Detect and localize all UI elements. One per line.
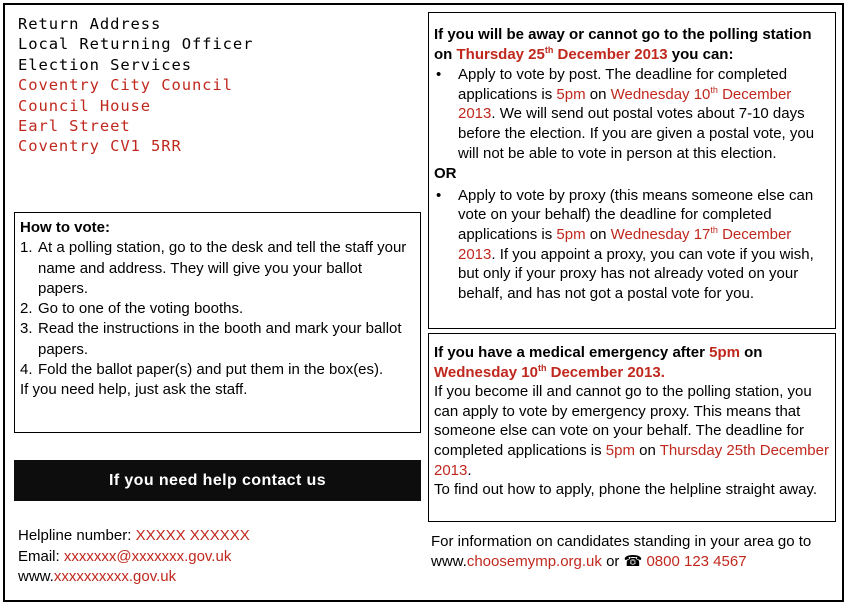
away-options — [434, 186, 829, 304]
return-address-line: Council House — [18, 96, 152, 115]
step-text: Read the instructions in the booth and mark your ballot papers. — [38, 320, 402, 358]
emergency-deadline-time: 5pm — [605, 441, 635, 459]
emergency-heading — [434, 343, 829, 382]
choosemymp-link[interactable]: choosemymp.org.uk — [466, 552, 602, 570]
away-options — [434, 65, 829, 163]
website-link[interactable]: xxxxxxxxxx.gov.uk — [53, 568, 177, 585]
list-item — [20, 360, 414, 380]
list-item — [434, 65, 829, 163]
away-heading — [434, 25, 829, 64]
step-text: Go to one of the voting booths. — [38, 300, 244, 318]
deadline-date: Wednesday 17 — [610, 225, 711, 243]
away-heading-text: If you will be away or cannot go to the polling station on — [434, 26, 812, 63]
emergency-body-text: on — [634, 441, 660, 459]
away-heading-sup: th — [544, 44, 554, 55]
bullet-text: . We will send out postal votes about 7-10 days before the election. If you are given a postal vote, you will not be able to vote in person at this election. — [458, 105, 815, 162]
list-item — [20, 319, 414, 360]
email-row — [18, 547, 250, 568]
return-address-line: Return Address — [18, 15, 162, 33]
website-row — [18, 567, 250, 588]
email-link[interactable]: xxxxxxx@xxxxxxx.gov.uk — [63, 547, 232, 565]
away-box — [428, 12, 836, 329]
emergency-deadline-date: Thursday 25th December 2013 — [434, 441, 829, 479]
helpline-row — [18, 526, 250, 547]
emergency-heading-date-end: December 2013. — [546, 363, 665, 381]
bullet-icon: • — [436, 66, 442, 84]
deadline-date-end: December 2013 — [458, 225, 792, 263]
return-address-line: Coventry City Council — [18, 76, 233, 95]
email-label: Email: — [18, 547, 64, 565]
emergency-heading-text: on — [739, 344, 763, 361]
return-address-line: Earl Street — [18, 117, 131, 136]
bullet-text: Apply to vote by post. The deadline for completed applications is — [458, 66, 788, 103]
list-item — [434, 186, 829, 304]
helpline-number[interactable]: XXXXX XXXXXX — [135, 527, 250, 544]
emergency-box — [428, 333, 836, 522]
away-heading-date: Thursday 25 — [456, 45, 545, 63]
emergency-heading-text: If you have a medical emergency after — [434, 344, 710, 361]
step-number: 3. — [20, 320, 33, 338]
deadline-date-end: December 2013 — [458, 85, 792, 123]
away-heading-date-end: December 2013 — [553, 45, 668, 63]
how-to-vote-steps — [20, 238, 414, 380]
candidate-info — [431, 532, 831, 572]
help-banner-text: If you need help contact us — [108, 471, 327, 489]
deadline-time: 5pm — [556, 225, 586, 243]
website-prefix: www. — [18, 568, 54, 585]
step-text: Fold the ballot paper(s) and put them in the box(es). — [38, 361, 384, 379]
bullet-text: on — [585, 225, 611, 243]
step-number: 4. — [20, 361, 33, 379]
deadline-sup: th — [710, 84, 718, 95]
bullet-text: on — [585, 85, 611, 103]
or-separator: OR — [434, 165, 457, 183]
how-to-vote-footer: If you need help, just ask the staff. — [20, 381, 248, 399]
helpline-label: Helpline number: — [18, 527, 136, 544]
bullet-icon: • — [436, 186, 442, 204]
emergency-body — [434, 382, 829, 480]
step-text: At a polling station, go to the desk and tell the staff your name and address. They will give you your ballot papers. — [38, 239, 407, 297]
return-address-line: Local Returning Officer — [18, 35, 254, 54]
step-number: 2. — [20, 300, 33, 318]
bullet-text: . If you appoint a proxy, you can vote if you wish, but only if your proxy has not already voted on your behalf, and has not got a postal vote for you. — [458, 245, 814, 302]
phone-icon: ☎ — [623, 552, 647, 570]
emergency-body-text: . — [467, 461, 472, 479]
emergency-heading-time: 5pm — [709, 344, 740, 361]
away-heading-end: you can: — [667, 45, 734, 63]
help-banner — [14, 460, 421, 501]
emergency-heading-sup: th — [537, 362, 547, 373]
deadline-time: 5pm — [556, 85, 586, 103]
return-address-line: Election Services — [18, 55, 192, 74]
list-item — [20, 299, 414, 319]
info-text: or — [601, 552, 624, 570]
emergency-helpline-note: To find out how to apply, phone the helpline straight away. — [434, 481, 818, 499]
return-address — [18, 14, 253, 157]
list-item — [20, 238, 414, 299]
return-address-line: Coventry CV1 5RR — [18, 137, 182, 156]
step-number: 1. — [20, 239, 33, 257]
info-phone-number[interactable]: 0800 123 4567 — [646, 552, 747, 570]
contact-info — [18, 526, 250, 588]
emergency-body-text: If you become ill and cannot go to the polling station, you can apply to vote by emergency proxy. This means that someone else can vote on your behalf. The deadline for completed applications is — [434, 383, 812, 459]
how-to-vote-box — [14, 212, 421, 433]
deadline-sup: th — [710, 224, 718, 235]
deadline-date: Wednesday 10 — [610, 85, 711, 103]
emergency-heading-date: Wednesday 10 — [434, 363, 538, 381]
info-text: For information on candidates standing in your area go to www. — [431, 533, 812, 570]
bullet-text: Apply to vote by proxy (this means someone else can vote on your behalf) the deadline for completed applications is — [458, 186, 814, 243]
how-to-vote-title: How to vote: — [20, 219, 110, 236]
